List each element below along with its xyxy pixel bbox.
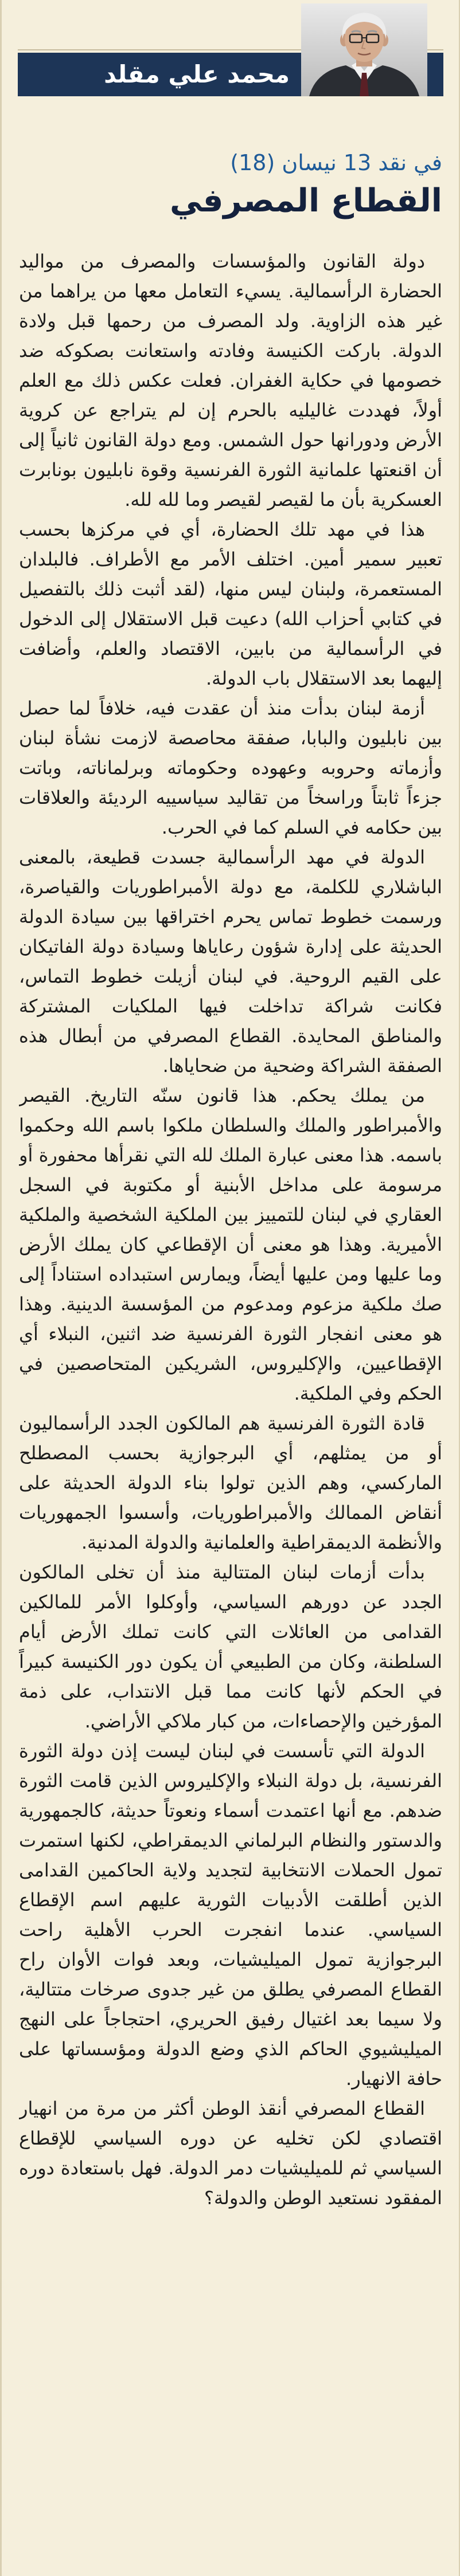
article-paragraph: قادة الثورة الفرنسية هم المالكون الجدد الرأسماليون أو من يمثلهم، أي البرجوازية بحسب المصطلح الماركسي، وهم الذين تولوا بناء الدولة الحديثة على أنقاض الممالك والأمبراطوريات، وأسسوا الجمهوريات والأنظمة الديمقراطية والعلمانية والدولة المدنية.: [19, 1412, 442, 1553]
article-paragraph: الدولة التي تأسست في لبنان ليست إذن دولة الثورة الفرنسية، بل دولة النبلاء والإكليروس الذين قامت الثورة ضدهم. مع أنها اعتمدت أسماء ونعوتاً حديثة، كالجمهورية والدستور والنظام البرلماني الديمقراطي، لكنها استمرت تمول الحملات الانتخابية لتجديد ولاية الحاكمين القدامى الذين أطلقت الأدبيات الثورية عليهم اسم الإقطاع السياسي. عندما انفجرت الحرب الأهلية راحت البرجوازية تمول الميليشيات، وبعد فوات الأوان راح القطاع المصرفي يطلق من غير جدوى صرخات متتالية، ولا سيما بعد اغتيال رفيق الحريري، احتجاجاً على النهج الميليشيوي الحاكم الذي وضع الدولة ومؤسساتها على حافة الانهيار.: [19, 1740, 442, 2090]
article-titles: [19, 148, 442, 221]
article-paragraph: القطاع المصرفي أنقذ الوطن أكثر من مرة من انهيار اقتصادي لكن تخليه عن دوره السياسي للإقطاع السياسي ثم للميليشيات دمر الدولة. فهل باستعادة دوره المفقود نستعيد الوطن والدولة؟: [19, 2098, 442, 2209]
article-paragraph: بدأت أزمات لبنان المتتالية منذ أن تخلى المالكون الجدد عن دورهم السياسي، وأوكلوا الأمر للمالكين القدامى من العائلات التي كانت تملك الأرض أيام السلطنة، وكان من الطبيعي أن يكون دور الكنيسة كبيراً في الحكم لأنها كانت مما قبل الانتداب، على ذمة المؤرخين والإحصاءات، من كبار ملاكي الأراضي.: [19, 1561, 442, 1732]
author-photo: [301, 3, 427, 96]
glasses-right-lens: [367, 34, 379, 42]
article-paragraph: الدولة في مهد الرأسمالية جسدت قطيعة، بالمعنى الباشلاري للكلمة، مع دولة الأمبراطوريات والقياصرة، ورسمت خطوط تماس يحرم اختراقها بين سيادة الدولة الحديثة على إدارة شؤون رعاياها وسيادة دولة الفاتيكان على القيم الروحية. في لبنان أزيلت خطوط التماس، فكانت شراكة تداخلت فيها الملكيات المشتركة والمناطق المحايدة. القطاع المصرفي من أبطال هذه الصفقة الشراكة وضحية من ضحاياها.: [19, 846, 442, 1077]
series-title: في نقد 13 نيسان (18): [230, 150, 442, 175]
author-header: [2, 0, 460, 101]
article-paragraph: من يملك يحكم. هذا قانون سنّه التاريخ. القيصر والأمبراطور والملك والسلطان ملكوا باسم الله وحكموا باسمه. هذا معنى عبارة الملك لله التي نقرأها محفورة أو مرسومة على مداخل الأبنية أو مكتوبة في السجل العقاري في لبنان للتمييز بين الملكية الشخصية والملكية الأميرية. وهذا هو معنى أن الإقطاعي كان يملك الأرض وما عليها ومن عليها أيضاً، ويمارس استبداده استناداً إلى صك ملكية مزعوم ومدعوم من المؤسسة الدينية. وهذا هو معنى انفجار الثورة الفرنسية ضد اثنين، النبلاء أي الإقطاعيين، والإكليروس، الشريكين المتحاصصين في الحكم وفي الملكية.: [19, 1085, 442, 1404]
article-paragraph: دولة القانون والمؤسسات والمصرف من مواليد الحضارة الرأسمالية. يسيء التعامل معها من يراهما من غير هذه الزاوية. ولد المصرف من رحمها قبل ولادة الدولة. باركت الكنيسة وفادته واستعانت بصكوكه ضد خصومها في حكاية الغفران. فعلت عكس ذلك مع العلم أولاً، فهددت غاليليه بالحرم إن لم يتراجع عن كروية الأرض ودورانها حول الشمس. ومع دولة القانون ثانياً إلى أن اقنعتها علمانية الثورة الفرنسية وقوة نابليون بونابرت العسكرية بأن ما لقيصر لقيصر وما لله لله.: [19, 250, 442, 511]
article-paragraph: أزمة لبنان بدأت منذ أن عقدت فيه، خلافاً لما حصل بين نابليون والبابا، صفقة محاصصة لازمت نشأة لبنان وأزماته وحروبه وعهوده وحكوماته وبرلماناته، وباتت جزءاً ثابتاً وراسخاً من تقاليد سياسييه الرديئة والعلاقات بين حكامه في السلم كما في الحرب.: [19, 697, 442, 838]
glasses-left-lens: [350, 34, 362, 42]
article-title: القطاع المصرفي: [170, 182, 442, 219]
author-name: محمد علي مقلد: [104, 60, 290, 88]
author-portrait: [301, 3, 427, 96]
article-paragraph: هذا في مهد تلك الحضارة، أي في مركزها بحسب تعبير سمير أمين. اختلف الأمر مع الأطراف. فالبلدان المستعمرة، ولبنان ليس منها، (لقد أثبت ذلك بالتفصيل في كتابي أحزاب الله) دعيت قبل الاستقلال إلى الدخول في الرأسمالية من بابين، الاقتصاد والعلم، وأضافت إليهما بعد الاستقلال باب الدولة.: [19, 519, 442, 689]
article-body: [19, 246, 442, 2553]
